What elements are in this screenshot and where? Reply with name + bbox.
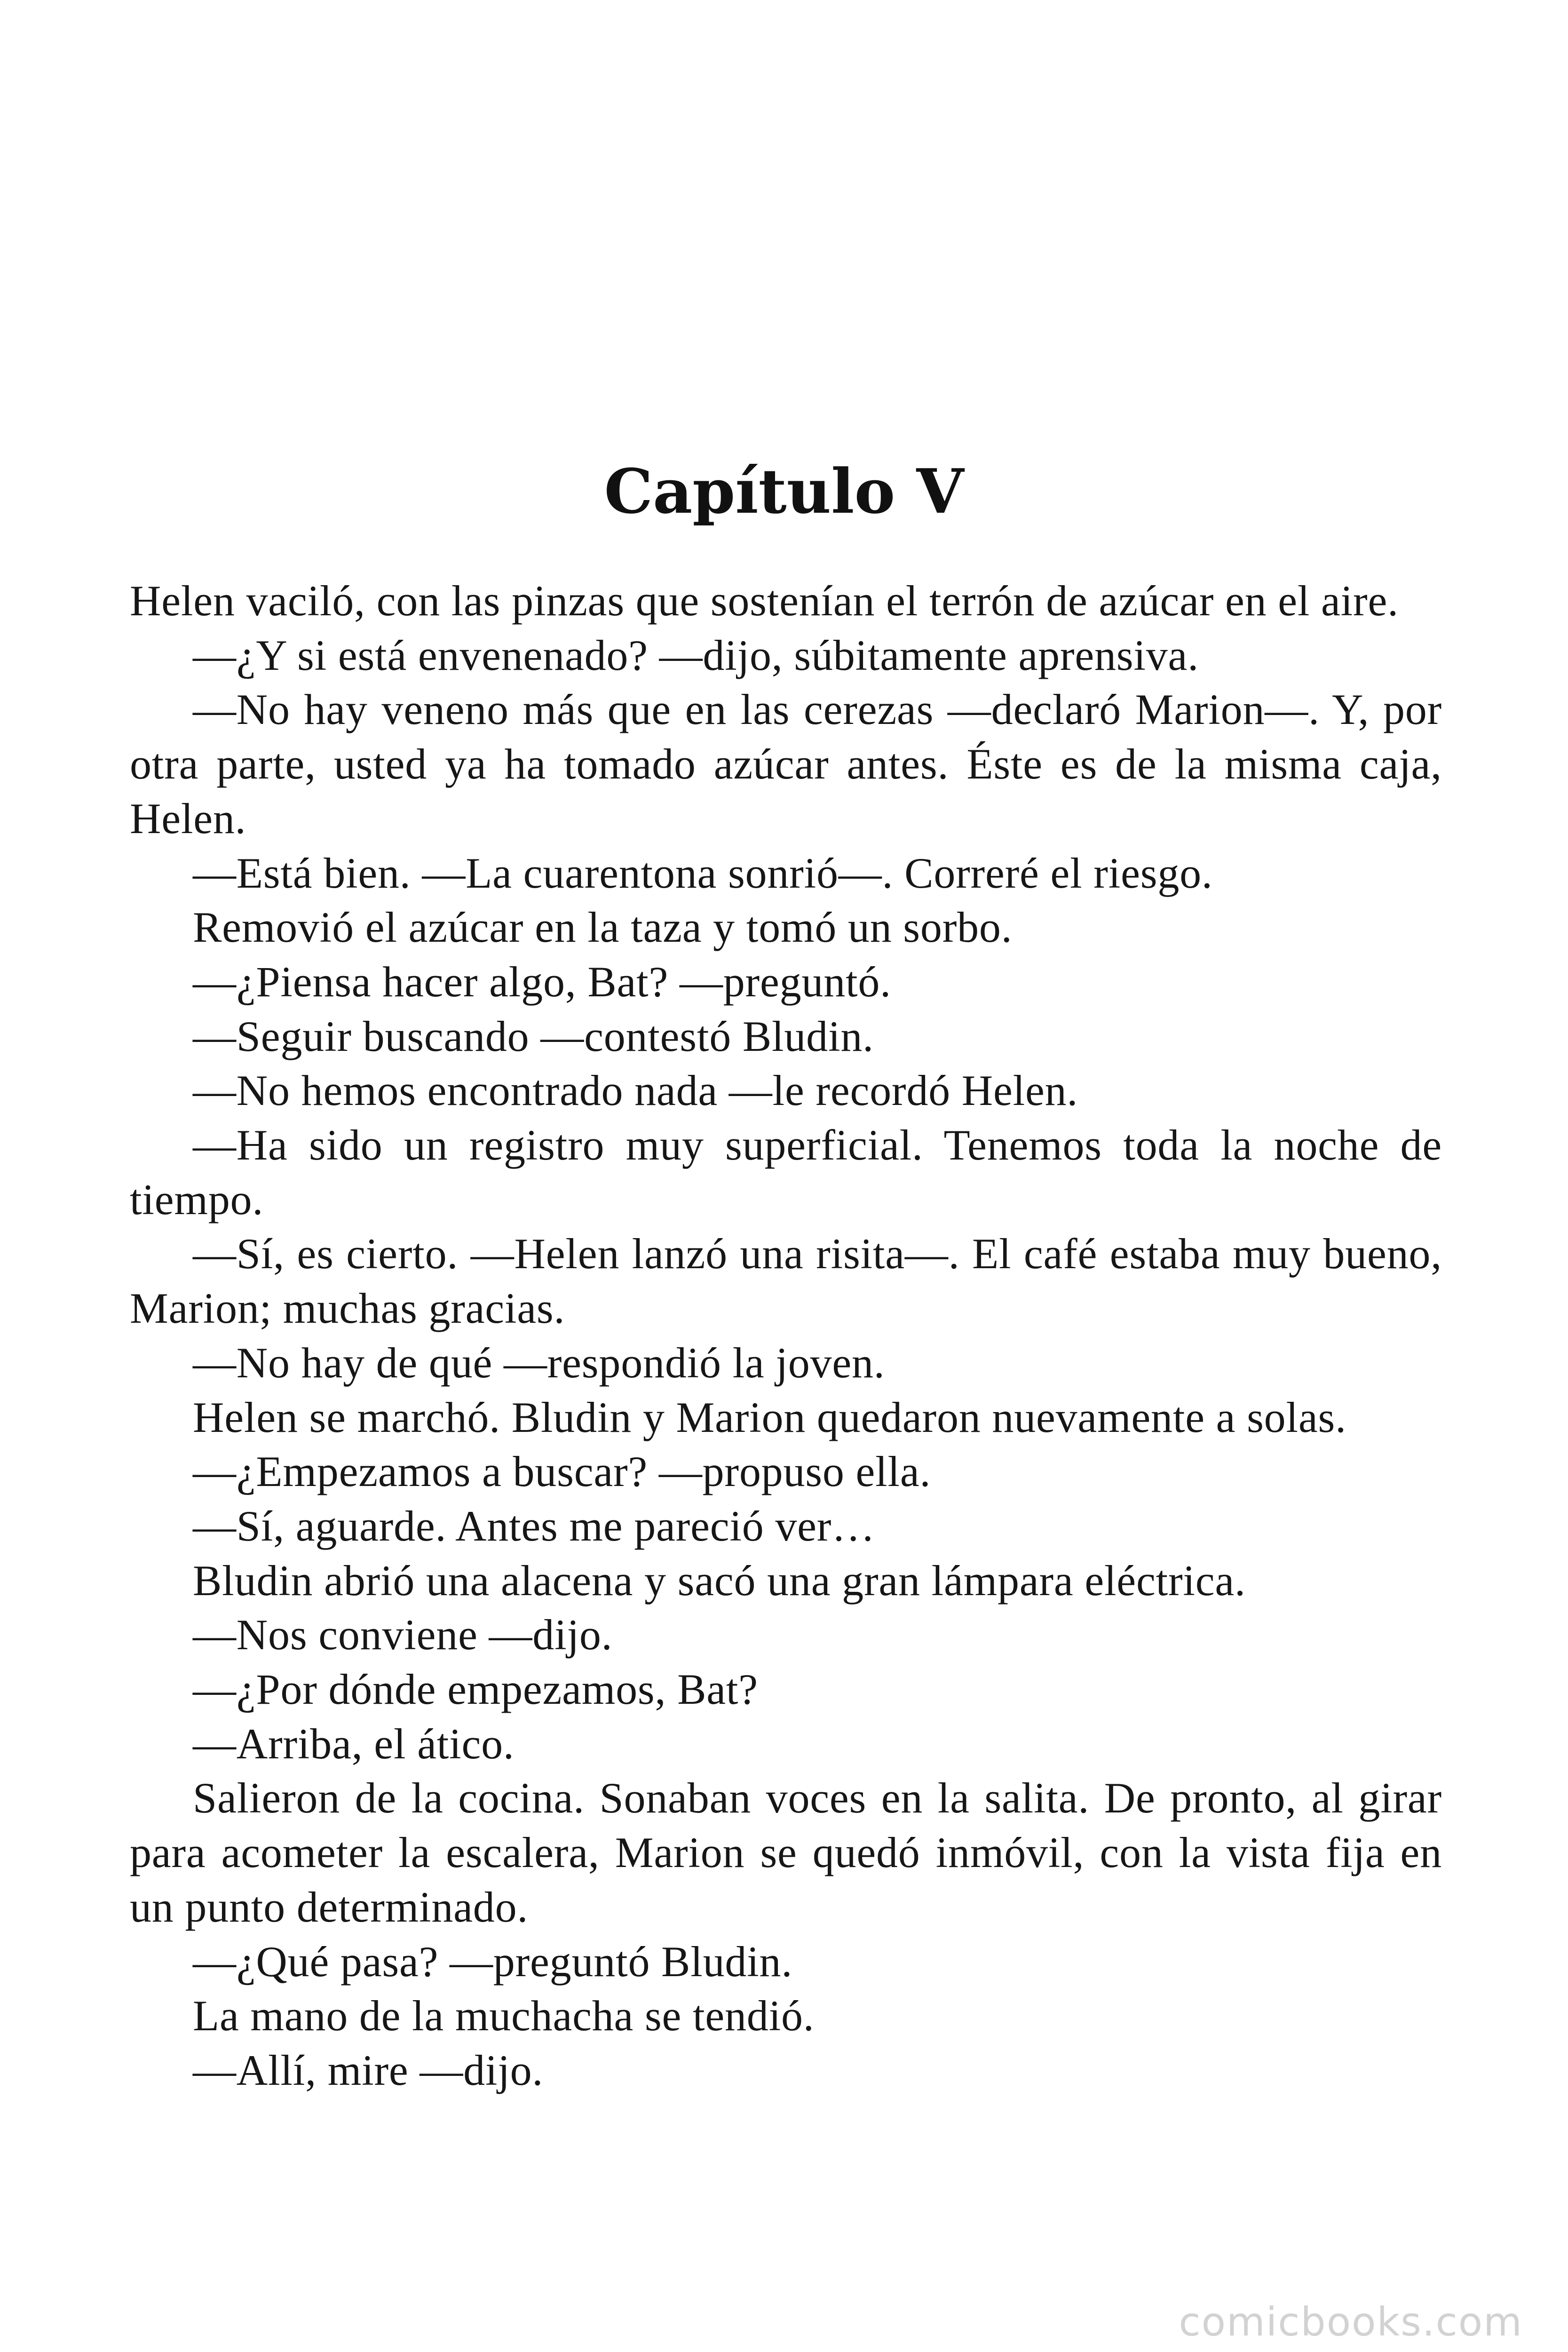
watermark: comicbooks.com [1179,2299,1523,2345]
paragraph: —No hay de qué —respondió la joven. [193,1338,885,1387]
paragraph: —Arriba, el ático. [193,1719,515,1768]
paragraph: Removió el azúcar en la taza y tomó un sorbo. [193,903,1013,952]
paragraph: Salieron de la cocina. Sonaban voces en la salita. De pronto, al girar para acometer la escalera, Marion se quedó inmóvil, con la vista fija en un punto determinado. [130,1774,1442,1931]
paragraph: La mano de la muchacha se tendió. [193,1992,815,2040]
paragraph: —Seguir buscando —contestó Bludin. [193,1012,874,1060]
paragraph: —No hay veneno más que en las cerezas —declaró Marion—. Y, por otra parte, usted ya ha tomado azúcar antes. Éste es de la misma caja, Helen. [130,685,1442,842]
paragraph: —Está bien. —La cuarentona sonrió—. Correré el riesgo. [193,849,1213,897]
paragraph: Bludin abrió una alacena y sacó una gran lámpara eléctrica. [193,1556,1246,1605]
paragraph: Helen vaciló, con las pinzas que sostenían el terrón de azúcar en el aire. [130,577,1399,625]
paragraph: —Sí, es cierto. —Helen lanzó una risita—. El café estaba muy bueno, Marion; muchas gracias. [130,1230,1442,1333]
paragraph: —Sí, aguarde. Antes me pareció ver… [193,1502,875,1550]
paragraph: Helen se marchó. Bludin y Marion quedaron nuevamente a solas. [193,1393,1346,1441]
paragraph: —No hemos encontrado nada —le recordó Helen. [193,1066,1078,1115]
paragraph: —Nos conviene —dijo. [193,1611,613,1659]
paragraph: —¿Por dónde empezamos, Bat? [193,1665,758,1714]
paragraph: —Allí, mire —dijo. [193,2046,544,2094]
chapter-body [130,574,1442,2098]
chapter-title: Capítulo V [604,455,964,527]
paragraph: —Ha sido un registro muy superficial. Tenemos toda la noche de tiempo. [130,1121,1442,1224]
paragraph: —¿Empezamos a buscar? —propuso ella. [193,1447,931,1496]
paragraph: —¿Piensa hacer algo, Bat? —preguntó. [193,957,891,1006]
paragraph: —¿Qué pasa? —preguntó Bludin. [193,1937,793,1986]
paragraph: —¿Y si está envenenado? —dijo, súbitamente aprensiva. [193,631,1199,679]
